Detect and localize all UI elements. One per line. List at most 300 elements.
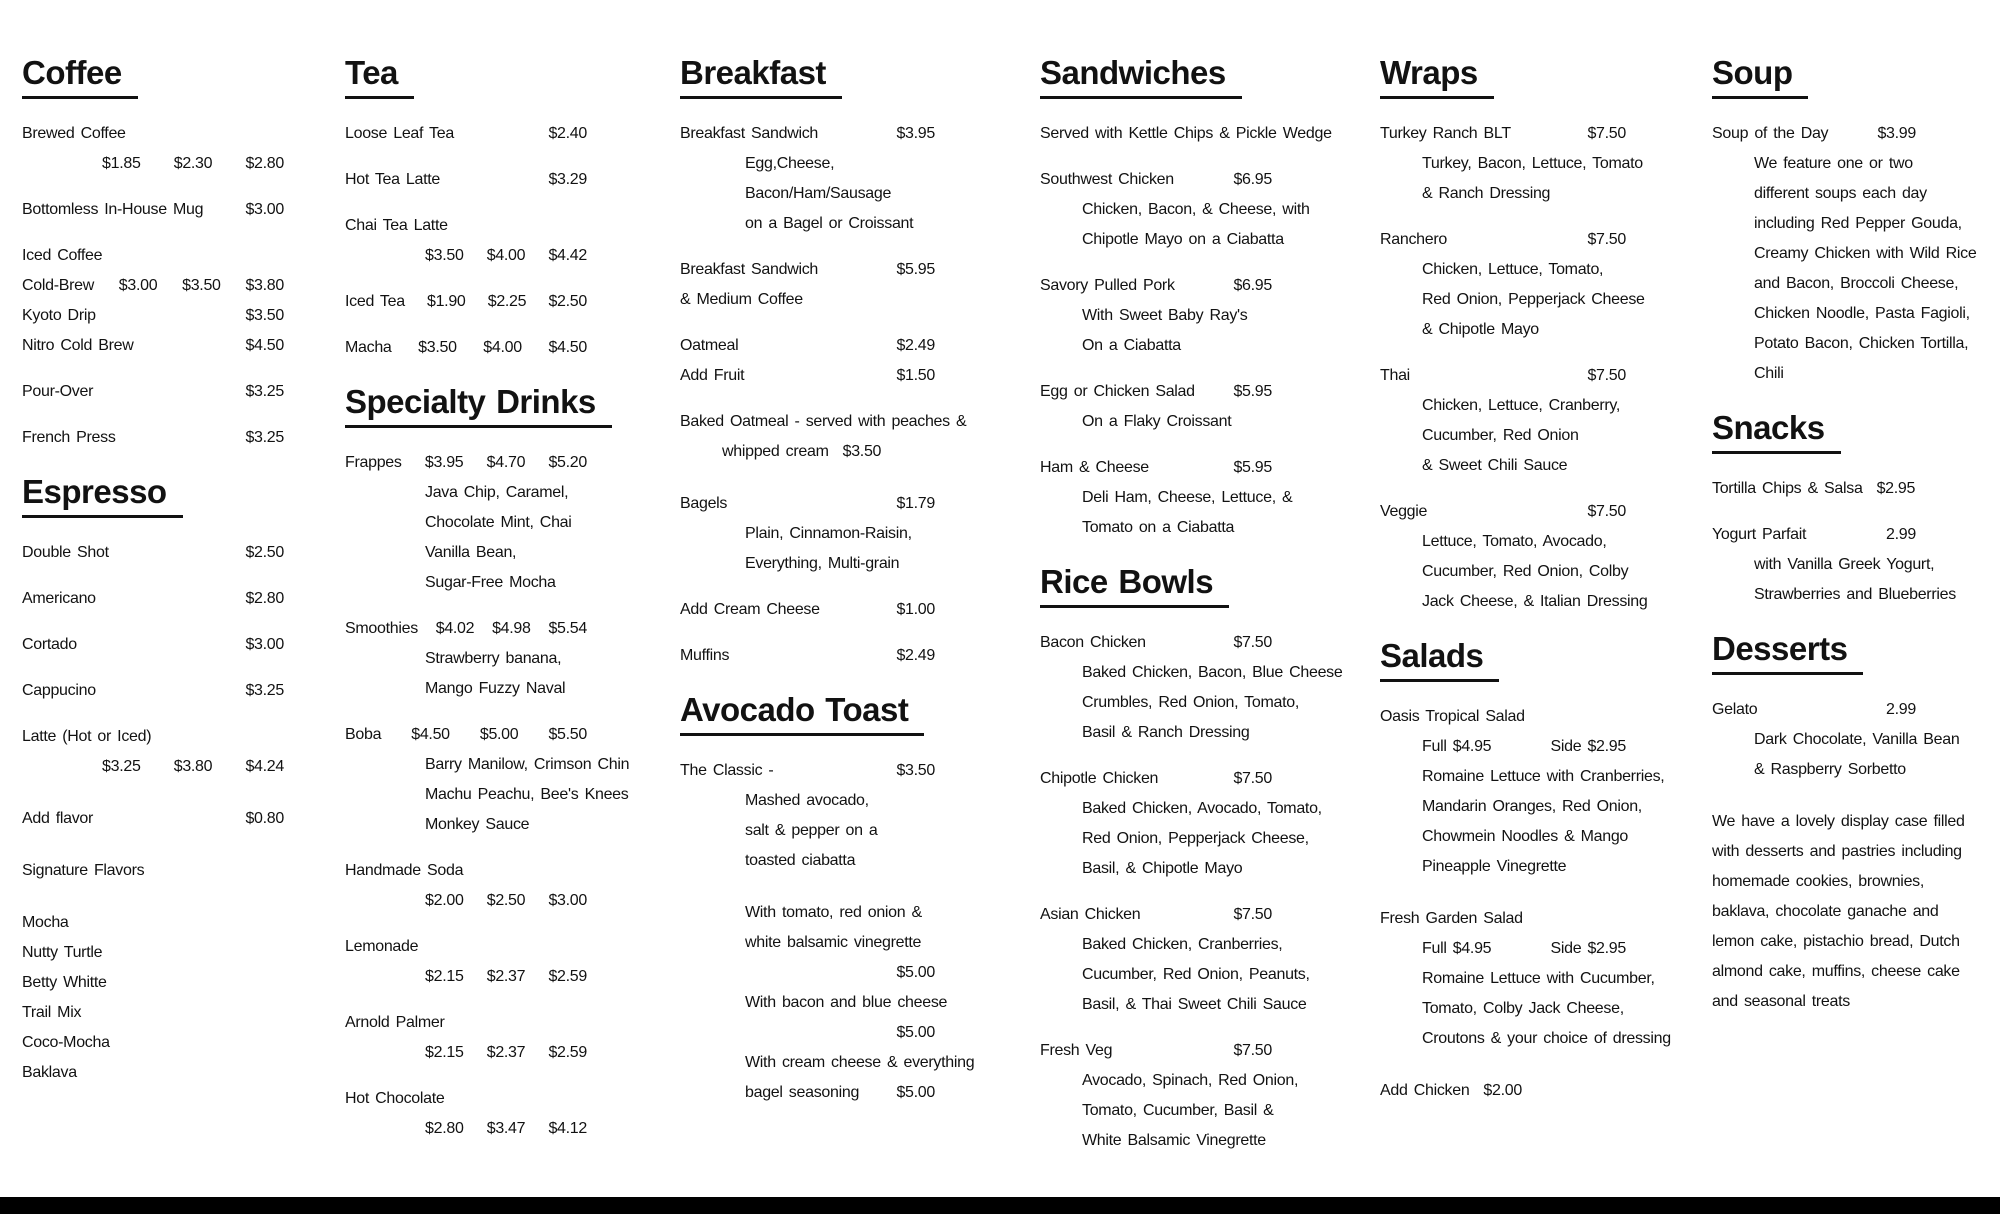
item-text: Sugar-Free Mocha xyxy=(425,574,556,591)
menu-line xyxy=(1712,897,1960,927)
menu-line xyxy=(1040,1036,1318,1066)
menu-line xyxy=(22,538,284,568)
section-title: Salads xyxy=(1380,638,1499,682)
item-price: $5.54 xyxy=(548,620,587,637)
item-text: Oatmeal xyxy=(680,337,739,354)
menu-line xyxy=(1040,1126,1318,1156)
menu-line xyxy=(22,584,284,614)
item-price: $2.50 xyxy=(486,892,526,909)
item-text: including Red Pepper Gouda, xyxy=(1754,215,1962,232)
item-price: $3.50 xyxy=(425,247,464,264)
menu-line xyxy=(345,1038,615,1068)
menu-line xyxy=(345,644,615,674)
item-text: lemon cake, pistachio bread, Dutch xyxy=(1712,933,1960,950)
item-price: $5.00 xyxy=(896,964,935,981)
menu-line xyxy=(1040,271,1318,301)
menu-line xyxy=(1380,361,1648,391)
menu-line xyxy=(680,1018,975,1048)
item-price: $3.80 xyxy=(245,277,284,294)
section-wraps xyxy=(1380,55,1648,617)
menu-line xyxy=(1380,934,1648,964)
item-text: Trail Mix xyxy=(22,1004,82,1021)
section-title: Coffee xyxy=(22,55,138,99)
item-price: $2.59 xyxy=(548,968,587,985)
item-price: $7.50 xyxy=(1587,231,1626,248)
item-text: Cucumber, Red Onion, Colby xyxy=(1422,563,1629,580)
menu-line xyxy=(345,886,615,916)
item-text: Breakfast Sandwich xyxy=(680,261,819,278)
item-text: Kyoto Drip xyxy=(22,307,96,324)
menu-line xyxy=(345,1114,615,1144)
menu-line xyxy=(1712,695,1960,725)
menu-line xyxy=(680,209,975,239)
item-text: Boba xyxy=(345,726,382,743)
item-price: $2.49 xyxy=(896,337,935,354)
menu-line xyxy=(1712,520,1960,550)
item-text: baklava, chocolate ganache and xyxy=(1712,903,1939,920)
menu-line xyxy=(1380,1024,1671,1054)
item-text: Egg or Chicken Salad xyxy=(1040,383,1195,400)
item-text: Savory Pulled Pork xyxy=(1040,277,1175,294)
item-text: and Bacon, Broccoli Cheese, xyxy=(1754,275,1959,292)
menu-line xyxy=(1040,658,1343,688)
menu-line xyxy=(680,641,975,671)
item-text: The Classic - xyxy=(680,762,774,779)
item-text: Strawberry banana, xyxy=(425,650,562,667)
menu-item xyxy=(1040,165,1318,255)
menu-item xyxy=(680,489,975,579)
menu-line xyxy=(345,1008,615,1038)
item-text: With tomato, red onion & xyxy=(745,904,922,921)
item-price: $5.00 xyxy=(896,1084,935,1101)
item-text: Ham & Cheese xyxy=(1040,459,1149,476)
menu-line xyxy=(680,786,975,816)
item-text: Monkey Sauce xyxy=(425,816,530,833)
item-price: 2.99 xyxy=(1886,526,1916,543)
menu-line xyxy=(680,816,975,846)
item-price: $4.50 xyxy=(548,339,587,356)
item-price: $1.90 xyxy=(426,293,466,310)
item-text: We have a lovely display case filled xyxy=(1712,813,1965,830)
item-text: Southwest Chicken xyxy=(1040,171,1174,188)
menu-line xyxy=(1712,209,1960,239)
menu-line xyxy=(1040,628,1318,658)
item-text: on a Bagel or Croissant xyxy=(745,215,914,232)
section-header xyxy=(22,55,284,119)
menu-line xyxy=(1380,1076,1648,1106)
item-price: $7.50 xyxy=(1233,1042,1272,1059)
menu-line xyxy=(1712,837,1960,867)
menu-line xyxy=(1040,165,1318,195)
item-price: $4.98 xyxy=(492,620,531,637)
menu-item xyxy=(22,195,284,225)
menu-line xyxy=(680,285,975,315)
menu-line xyxy=(680,331,975,361)
section-coffee xyxy=(22,55,284,453)
menu-line xyxy=(1380,285,1648,315)
menu-line xyxy=(22,908,284,938)
menu-line xyxy=(1712,179,1960,209)
menu-line xyxy=(1380,225,1648,255)
menu-item xyxy=(22,908,284,1088)
item-text: Coco-Mocha xyxy=(22,1034,110,1051)
menu-line xyxy=(345,333,615,363)
item-price: $2.80 xyxy=(425,1120,464,1137)
item-text: Gelato xyxy=(1712,701,1758,718)
menu-line xyxy=(22,149,284,179)
item-price: $5.00 xyxy=(896,1024,935,1041)
item-price: $2.25 xyxy=(487,293,527,310)
menu-item xyxy=(1712,695,1960,785)
menu-line xyxy=(22,423,284,453)
section-specialty-drinks xyxy=(345,383,630,1144)
item-text: almond cake, muffins, cheese cake xyxy=(1712,963,1960,980)
item-text: Mandarin Oranges, Red Onion, xyxy=(1422,798,1642,815)
item-text: toasted ciabatta xyxy=(745,852,856,869)
item-text: Handmade Soda xyxy=(345,862,464,879)
menu-column-4 xyxy=(1040,54,1343,1156)
menu-line xyxy=(680,595,975,625)
menu-item xyxy=(345,720,630,840)
menu-line xyxy=(680,988,975,1018)
item-text: With cream cheese & everything xyxy=(745,1054,975,1071)
menu-item xyxy=(345,614,615,704)
menu-line xyxy=(680,1048,975,1078)
menu-line xyxy=(1712,580,1960,610)
item-price: $3.47 xyxy=(486,1120,526,1137)
item-price: $2.50 xyxy=(548,293,587,310)
item-price: $2.15 xyxy=(425,1044,464,1061)
menu-line xyxy=(22,195,284,225)
section-title: Specialty Drinks xyxy=(345,384,612,428)
menu-line xyxy=(1380,702,1648,732)
item-text: Red Onion, Pepperjack Cheese, xyxy=(1082,830,1309,847)
item-price: $2.15 xyxy=(425,968,464,985)
menu-line xyxy=(1040,195,1318,225)
section-breakfast xyxy=(680,55,975,671)
menu-line xyxy=(1380,149,1648,179)
section-title: Desserts xyxy=(1712,631,1863,675)
item-price: $7.50 xyxy=(1587,125,1626,142)
item-text: Mashed avocado, xyxy=(745,792,869,809)
item-text: Creamy Chicken with Wild Rice xyxy=(1754,245,1977,262)
menu-item xyxy=(345,211,615,271)
menu-line xyxy=(1380,179,1648,209)
menu-line xyxy=(345,568,615,598)
item-text: & Chipotle Mayo xyxy=(1422,321,1539,338)
menu-line xyxy=(22,271,284,301)
item-price: $3.00 xyxy=(548,892,587,909)
menu-line xyxy=(1712,807,1965,837)
item-price: $3.29 xyxy=(548,171,587,188)
menu-line xyxy=(22,301,284,331)
item-price: $3.00 xyxy=(245,201,284,218)
item-text: different soups each day xyxy=(1754,185,1927,202)
menu-item xyxy=(680,119,975,239)
item-text: Strawberries and Blueberries xyxy=(1754,586,1956,603)
section-sandwiches xyxy=(1040,54,1332,543)
item-text: Full $4.95 xyxy=(1422,940,1492,957)
menu-line xyxy=(1380,497,1648,527)
item-price: 2.99 xyxy=(1886,701,1916,718)
item-price: $6.95 xyxy=(1233,277,1272,294)
menu-item xyxy=(1380,361,1648,481)
menu-item xyxy=(345,1084,615,1144)
item-price: $2.00 xyxy=(425,892,464,909)
menu-line xyxy=(1040,824,1318,854)
menu-item xyxy=(345,856,615,916)
section-header xyxy=(1380,55,1648,119)
item-text: Bagels xyxy=(680,495,728,512)
section-soup xyxy=(1712,54,1977,389)
menu-item xyxy=(1380,225,1648,345)
item-text: Baked Chicken, Avocado, Tomato, xyxy=(1082,800,1322,817)
menu-item xyxy=(22,423,284,453)
item-text: Asian Chicken xyxy=(1040,906,1141,923)
item-price: $2.50 xyxy=(245,544,284,561)
item-text: Cucumber, Red Onion xyxy=(1422,427,1579,444)
menu-line xyxy=(1380,904,1648,934)
item-text: homemade cookies, brownies, xyxy=(1712,873,1925,890)
menu-item xyxy=(680,407,975,467)
item-text: Chipotle Mayo on a Ciabatta xyxy=(1082,231,1284,248)
section-header xyxy=(22,474,284,538)
menu-line xyxy=(22,998,284,1028)
menu-line xyxy=(1712,329,1969,359)
item-text: With bacon and blue cheese xyxy=(745,994,948,1011)
menu-line xyxy=(1040,900,1318,930)
item-text: Fresh Garden Salad xyxy=(1380,910,1523,927)
menu-item xyxy=(680,331,975,391)
menu-item xyxy=(1712,474,1960,504)
menu-item xyxy=(22,538,284,568)
item-text: Soup of the Day xyxy=(1712,125,1829,142)
item-text: Turkey Ranch BLT xyxy=(1380,125,1511,142)
item-text: Pineapple Vinegrette xyxy=(1422,858,1567,875)
item-text: We feature one or two xyxy=(1754,155,1913,172)
item-price: Side $2.95 xyxy=(1550,738,1626,755)
section-espresso xyxy=(22,474,284,1088)
item-text: with desserts and pastries including xyxy=(1712,843,1962,860)
menu-line xyxy=(1040,453,1318,483)
menu-line xyxy=(680,928,975,958)
item-text: Jack Cheese, & Italian Dressing xyxy=(1422,593,1648,610)
item-text: Tomato, Colby Jack Cheese, xyxy=(1422,1000,1624,1017)
menu-line xyxy=(680,1078,975,1108)
item-price: $7.50 xyxy=(1587,367,1626,384)
item-text: & Ranch Dressing xyxy=(1422,185,1551,202)
item-text: Deli Ham, Cheese, Lettuce, & xyxy=(1082,489,1293,506)
item-price: $3.95 xyxy=(896,125,935,142)
item-text: On a Ciabatta xyxy=(1082,337,1181,354)
menu-line xyxy=(1380,762,1665,792)
section-title: Soup xyxy=(1712,55,1808,99)
menu-line xyxy=(680,756,975,786)
menu-line xyxy=(1040,377,1318,407)
item-text: Chai Tea Latte xyxy=(345,217,448,234)
menu-item xyxy=(1040,271,1318,361)
menu-line xyxy=(1040,960,1318,990)
item-text: Served with Kettle Chips & Pickle Wedge xyxy=(1040,125,1332,142)
menu-item xyxy=(1380,1076,1648,1106)
menu-line xyxy=(22,856,284,886)
menu-line xyxy=(1380,315,1648,345)
section-title: Espresso xyxy=(22,474,183,518)
item-price: $5.95 xyxy=(1233,459,1272,476)
item-price: $1.85 xyxy=(102,155,141,172)
item-text: Chowmein Noodles & Mango xyxy=(1422,828,1629,845)
item-text: Cappucino xyxy=(22,682,96,699)
menu-item xyxy=(22,722,284,782)
menu-line xyxy=(345,448,615,478)
item-price: $3.25 xyxy=(245,383,284,400)
section-title: Snacks xyxy=(1712,410,1841,454)
item-text: Potato Bacon, Chicken Tortilla, xyxy=(1754,335,1969,352)
item-price: $5.95 xyxy=(1233,383,1272,400)
menu-column-3 xyxy=(680,55,975,1108)
item-text: Lemonade xyxy=(345,938,419,955)
menu-line xyxy=(1380,119,1648,149)
menu-line xyxy=(1380,587,1648,617)
menu-item xyxy=(1040,628,1343,748)
menu-item xyxy=(345,287,615,317)
item-text: Smoothies xyxy=(345,620,418,637)
menu-line xyxy=(1040,483,1318,513)
menu-line xyxy=(1040,1096,1318,1126)
item-text: Java Chip, Caramel, xyxy=(425,484,569,501)
menu-line xyxy=(680,119,975,149)
item-text: Iced Coffee xyxy=(22,247,103,264)
item-text: Romaine Lettuce with Cranberries, xyxy=(1422,768,1665,785)
section-header xyxy=(1380,638,1648,702)
menu-line xyxy=(22,722,284,752)
menu-line xyxy=(680,437,975,467)
item-price: $5.95 xyxy=(896,261,935,278)
menu-line xyxy=(1380,391,1648,421)
item-price: $7.50 xyxy=(1233,770,1272,787)
menu-line xyxy=(1712,987,1960,1017)
menu-line xyxy=(680,149,975,179)
menu-line xyxy=(1380,792,1648,822)
menu-line xyxy=(345,241,615,271)
menu-line xyxy=(1380,822,1648,852)
menu-line xyxy=(22,241,284,271)
menu-line xyxy=(1380,451,1648,481)
section-header xyxy=(1712,55,1960,119)
item-text: Brewed Coffee xyxy=(22,125,126,142)
menu-item xyxy=(1380,702,1665,882)
item-text: Pour-Over xyxy=(22,383,94,400)
section-header xyxy=(1040,55,1318,119)
item-text: Yogurt Parfait xyxy=(1712,526,1807,543)
item-text: & Raspberry Sorbetto xyxy=(1754,761,1906,778)
menu-line xyxy=(1712,867,1960,897)
item-text: Plain, Cinnamon-Raisin, xyxy=(745,525,912,542)
menu-line xyxy=(22,377,284,407)
menu-line xyxy=(1380,732,1648,762)
item-text: Arnold Palmer xyxy=(345,1014,445,1031)
item-text: Baked Oatmeal - served with peaches & xyxy=(680,413,967,430)
item-price: $2.59 xyxy=(548,1044,587,1061)
item-text: Latte (Hot or Iced) xyxy=(22,728,152,745)
menu-line xyxy=(680,549,975,579)
item-price: $2.80 xyxy=(245,155,284,172)
item-price: $5.00 xyxy=(479,726,519,743)
item-text: Bacon/Ham/Sausage xyxy=(745,185,892,202)
menu-line xyxy=(345,165,615,195)
menu-line xyxy=(345,856,615,886)
item-text: Chocolate Mint, Chai xyxy=(425,514,572,531)
item-text: Red Onion, Pepperjack Cheese xyxy=(1422,291,1645,308)
section-header xyxy=(1712,410,1960,474)
item-text: Avocado, Spinach, Red Onion, xyxy=(1082,1072,1299,1089)
menu-line xyxy=(1040,688,1318,718)
item-price: $3.25 xyxy=(245,682,284,699)
menu-line xyxy=(1712,299,1970,329)
item-price: $4.50 xyxy=(245,337,284,354)
menu-item xyxy=(1712,119,1977,389)
item-text: Nitro Cold Brew xyxy=(22,337,134,354)
menu-line xyxy=(1712,474,1960,504)
item-text: Cucumber, Red Onion, Peanuts, xyxy=(1082,966,1310,983)
menu-line xyxy=(345,810,615,840)
section-avocado-toast xyxy=(680,692,975,1108)
menu-item xyxy=(22,119,284,179)
item-text: Chicken, Lettuce, Cranberry, xyxy=(1422,397,1621,414)
item-text: Tomato on a Ciabatta xyxy=(1082,519,1235,536)
menu-line xyxy=(1712,119,1960,149)
item-text: Iced Tea xyxy=(345,293,405,310)
item-text: Frappes xyxy=(345,454,402,471)
menu-line xyxy=(1380,852,1648,882)
menu-line xyxy=(345,508,615,538)
section-title: Wraps xyxy=(1380,55,1494,99)
item-price: $4.50 xyxy=(411,726,450,743)
item-price: $7.50 xyxy=(1233,634,1272,651)
item-price: $1.50 xyxy=(896,367,935,384)
menu-line xyxy=(1380,527,1648,557)
menu-line xyxy=(1712,957,1960,987)
item-text: Cold-Brew xyxy=(22,277,94,294)
item-price: $3.50 xyxy=(245,307,284,324)
item-text: Chili xyxy=(1754,365,1784,382)
item-text: Baklava xyxy=(22,1064,77,1081)
section-salads xyxy=(1380,637,1671,1106)
item-text: Basil & Ranch Dressing xyxy=(1082,724,1250,741)
item-price: $7.50 xyxy=(1587,503,1626,520)
item-text: White Balsamic Vinegrette xyxy=(1082,1132,1266,1149)
menu-item xyxy=(22,630,284,660)
item-text: Nutty Turtle xyxy=(22,944,103,961)
item-text: Betty Whitte xyxy=(22,974,107,991)
item-text: Americano xyxy=(22,590,96,607)
menu-item xyxy=(345,333,615,363)
menu-line xyxy=(22,752,284,782)
menu-line xyxy=(345,780,629,810)
item-text: Fresh Veg xyxy=(1040,1042,1113,1059)
item-price: $2.80 xyxy=(245,590,284,607)
section-rice-bowls xyxy=(1040,563,1343,1156)
item-price: $4.00 xyxy=(483,339,522,356)
item-text: Mango Fuzzy Naval xyxy=(425,680,566,697)
item-text: Chicken Noodle, Pasta Fagioli, xyxy=(1754,305,1970,322)
menu-item xyxy=(1040,119,1332,149)
item-text: Bacon Chicken xyxy=(1040,634,1146,651)
item-text: Hot Tea Latte xyxy=(345,171,440,188)
menu-item xyxy=(345,448,615,598)
item-price: $4.12 xyxy=(548,1120,587,1137)
item-price: $3.95 xyxy=(424,454,464,471)
